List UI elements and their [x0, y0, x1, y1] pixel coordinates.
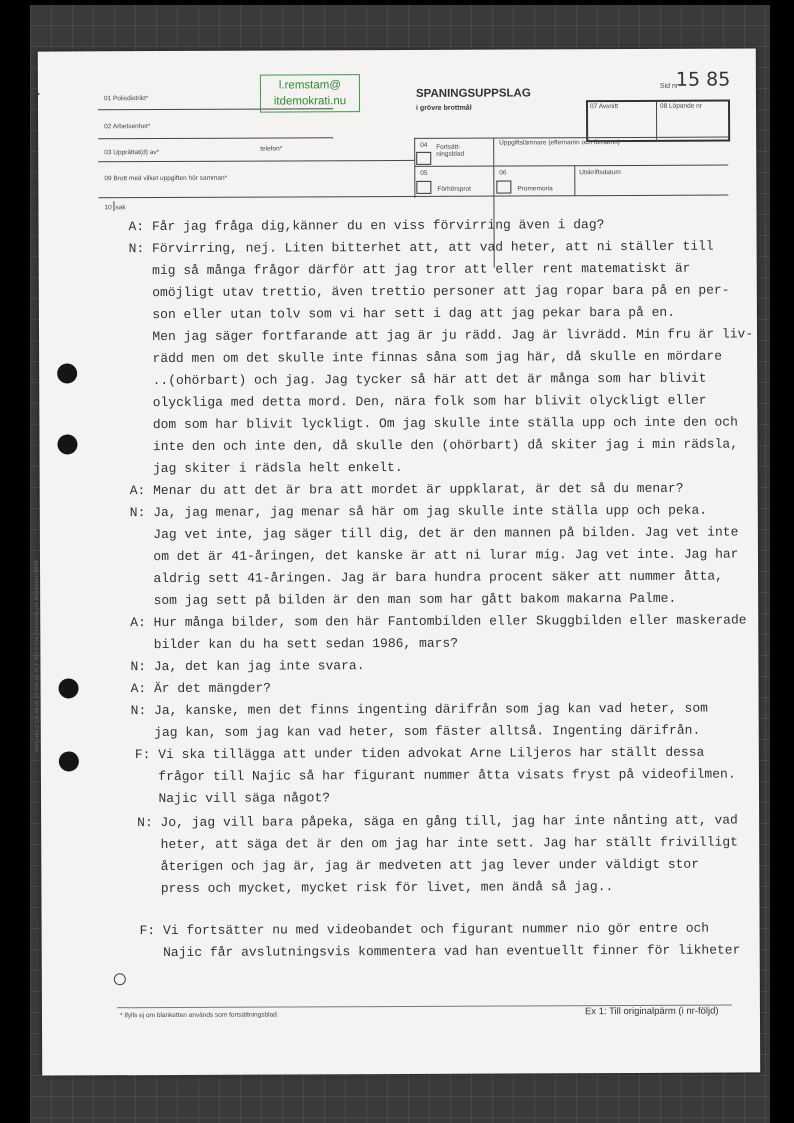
- field-brott-label: 09 Brott med vilket uppgiften hör samman*: [104, 174, 228, 183]
- transcript-line: N: Ja, kanske, men det finns ingenting därifrån som jag kan vad heter, som: [130, 700, 708, 719]
- margin-circle: [114, 973, 126, 985]
- stamp-line-1: l.remstam@: [278, 79, 342, 92]
- transcript-line: N: Ja, jag menar, jag menar så här om jag skulle inte ställa upp och peka.: [129, 502, 708, 521]
- transcript-line: jag skiter i rädsla helt enkelt.: [129, 459, 403, 477]
- forhorsprot-checkbox: [416, 181, 431, 194]
- page-number-value: 15 85: [675, 68, 731, 91]
- transcript-line: Najic vill säga något?: [134, 790, 331, 807]
- transcript-line: återigen och jag är, jag är medveten att jag lever under väldigt stor: [137, 856, 700, 875]
- transcript-line: A: Får jag fråga dig,känner du en viss förvirring även i dag?: [128, 217, 605, 235]
- transcript-line: frågor till Najic så har figurant nummer åtta visats fryst på videofilmen.: [134, 766, 736, 785]
- transcript-line: A: Menar du att det är bra att mordet är uppklarat, är det så du menar?: [129, 480, 684, 499]
- divider: [98, 137, 333, 139]
- copy-destination: Ex 1: Till originalpärm (i nr-följd): [584, 1005, 719, 1018]
- field-telefon-label: telefon*: [260, 145, 283, 153]
- transcript-line: omöjligt utav trettio, även trettio personer att jag ropar bara på en per-: [128, 282, 730, 301]
- page-number-label: Sid nr: [659, 82, 679, 90]
- transcript-line: F: Vi ska tillägga att under tiden advokat Arne Liljeros har ställt dessa: [134, 744, 705, 763]
- divider: [414, 165, 728, 167]
- transcript-line: F: Vi fortsätter nu med videobandet och figurant nummer nio gör entre och: [139, 920, 710, 939]
- transcript-line: son eller utan tolv som vi har sett i dag att jag pekar bara på en.: [128, 304, 676, 323]
- promemoria-checkbox: [496, 181, 511, 194]
- transcript-line: aldrig sett 41-åringen. Jag är bara hundra procent säker att nummer åtta,: [130, 568, 724, 587]
- field-utskriftsdatum-label: Utskriftsdatum: [579, 169, 621, 177]
- divider: [113, 201, 114, 211]
- transcript-line: Men jag säger fortfarande att jag är ju rädd. Jag är livrädd. Min fru är liv-: [128, 326, 754, 345]
- transcript-line: A: Är det mängder?: [130, 680, 272, 697]
- fortsattningsblad-checkbox: [416, 152, 431, 165]
- transcript-line: som jag sett på bilden är den man som har gått bakom makarna Palme.: [130, 590, 677, 609]
- transcript-line: A: Hur många bilder, som den här Fantombilden eller Skuggbilden eller maskerade: [130, 612, 747, 631]
- field-sak-label: sak: [115, 204, 126, 212]
- field-10-number: 10: [104, 204, 112, 212]
- field-upprattat-label: 03 Upprättat(d) av*: [104, 149, 160, 157]
- divider: [98, 160, 414, 162]
- transcript-line: Jag vet inte, jag säger till dig, det är den mannen på bilden. Jag vet inte: [129, 524, 739, 543]
- punch-hole: [57, 434, 77, 454]
- divider: [414, 138, 415, 198]
- field-polisdistrikt-label: 01 Polisdistrikt*: [103, 95, 149, 103]
- field-06-number: 06: [499, 169, 507, 177]
- transcript-line: bilder kan du ha sett sedan 1986, mars?: [130, 635, 459, 653]
- divider: [656, 100, 657, 140]
- transcript-line: ..(ohörbart) och jag. Jag tycker så här att det är många som har blivit: [129, 370, 707, 389]
- transcript-line: heter, att säga det är den om jag har inte sett. Jag har ställt frivilligt: [137, 834, 738, 853]
- punch-hole: [59, 751, 79, 771]
- punch-hole: [57, 363, 77, 383]
- field-arbetsenhet-label: 02 Arbetsenhet*: [104, 123, 151, 131]
- field-04-number: 04: [420, 141, 428, 149]
- transcript-line: dom som har blivit lyckligt. Om jag skulle inte ställa upp och inte den och: [129, 414, 738, 433]
- transcript-line: N: Ja, det kan jag inte svara.: [130, 658, 365, 675]
- divider: [574, 165, 575, 195]
- transcript-line: jag kan, som jag kan vad heter, som fäster alltså. Ingenting därifrån.: [130, 722, 701, 741]
- transcript-line: Najic får avslutningsvis kommentera vad han eventuellt finner för likheter: [139, 942, 741, 961]
- field-05-number: 05: [420, 169, 428, 177]
- field-forhorsprot-label: Förhörsprot: [437, 185, 471, 193]
- transcript-line: rädd men om det skulle inte finnas såna som jag här, då skulle en mördare: [129, 348, 723, 367]
- email-stamp: [260, 74, 360, 112]
- field-fortsattningsblad-label: Fortsätt- ningsblad: [436, 143, 465, 158]
- form-title: SPANINGSUPPSLAG: [415, 87, 531, 100]
- transcript-line: mig så många frågor därför att jag tror att eller rent matematiskt är: [128, 260, 691, 279]
- transcript-line: press och mycket, mycket risk för livet, men ändå så jag..: [137, 879, 614, 897]
- transcript-line: om det är 41-åringen, det kanske är att ni lurar mig. Jag vet inte. Jag har: [129, 546, 739, 565]
- scan-dots: • •: [31, 89, 40, 99]
- form-subtitle: i grövre brottmål: [416, 104, 472, 112]
- transcript-line: N: Jo, jag vill bara påpeka, säga en gång till, jag har inte nånting att, vad: [137, 812, 738, 831]
- footnote: * Ifylls ej om blanketten används som fortsättningsblad.: [119, 1011, 279, 1020]
- field-uppgiftslamnare-label: Uppgiftslämnare (efternamn och förnamn): [499, 139, 620, 147]
- field-lopande-label: 08 Löpande nr: [659, 102, 702, 110]
- transcript-line: inte den och inte den, då skulle den (ohörbart) då skiter jag i min rädsla,: [129, 436, 739, 455]
- transcript-line: N: Förvirring, nej. Liten bitterhet att, att vad heter, att ni ställer till: [128, 238, 714, 257]
- field-avsnitt-label: 07 Avsnitt: [589, 103, 619, 111]
- divider: [98, 195, 728, 199]
- punch-hole: [59, 678, 79, 698]
- document-page: [31, 48, 760, 1075]
- form-print-code: RPS 463.2 1-4 88-01 25 000 ex RLF 400 6 004 Ekonomitryck Blanketten 8008: [33, 560, 41, 752]
- transcript-line: olyckliga med detta mord. Den, nära folk som har blivit olyckligt eller: [129, 392, 707, 411]
- field-promemoria-label: Promemoria: [517, 185, 553, 193]
- stamp-line-2: itdemokrati.nu: [273, 95, 347, 108]
